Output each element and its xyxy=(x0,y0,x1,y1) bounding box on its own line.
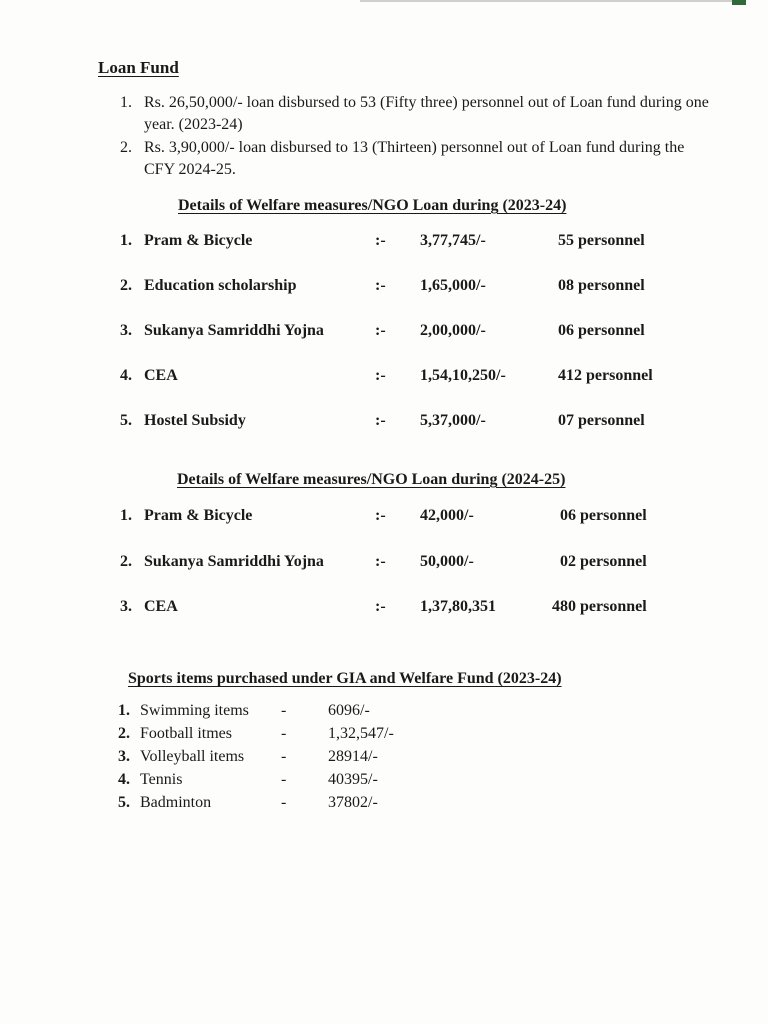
row-name: CEA xyxy=(144,598,178,615)
row-number: 5. xyxy=(118,794,130,811)
row-count: 08 personnel xyxy=(558,277,645,294)
row-name: Tennis xyxy=(140,771,183,788)
welfare-row xyxy=(120,232,720,254)
row-separator: :- xyxy=(375,367,386,384)
top-green-mark xyxy=(732,0,746,5)
sports-row xyxy=(118,771,518,793)
row-count: 07 personnel xyxy=(558,412,645,429)
row-amount: 28914/- xyxy=(328,748,378,765)
row-separator: :- xyxy=(375,598,386,615)
row-number: 1. xyxy=(118,702,130,719)
top-scan-line xyxy=(360,0,740,2)
row-name: Sukanya Samriddhi Yojna xyxy=(144,322,324,339)
row-amount: 1,37,80,351 xyxy=(420,598,496,615)
row-number: 1. xyxy=(120,507,132,524)
welfare-row xyxy=(120,553,720,575)
loan-fund-list xyxy=(120,92,710,182)
sports-title: Sports items purchased under GIA and Welfare Fund (2023-24) xyxy=(128,670,562,687)
welfare-row xyxy=(120,277,720,299)
row-number: 2. xyxy=(120,553,132,570)
list-number: 2. xyxy=(120,139,132,156)
row-separator: :- xyxy=(375,507,386,524)
row-amount: 50,000/- xyxy=(420,553,474,570)
row-count: 480 personnel xyxy=(552,598,647,615)
row-separator: :- xyxy=(375,412,386,429)
row-dash: - xyxy=(281,794,287,811)
row-dash: - xyxy=(281,702,287,719)
row-amount: 2,00,000/- xyxy=(420,322,486,339)
sports-row xyxy=(118,702,518,724)
welfare-row xyxy=(120,367,720,389)
loan-fund-text: Rs. 3,90,000/- loan disbursed to 13 (Thirteen) personnel out of Loan fund during the CFY 2024-25. xyxy=(144,139,685,178)
row-separator: :- xyxy=(375,322,386,339)
row-name: Badminton xyxy=(140,794,212,811)
row-amount: 1,65,000/- xyxy=(420,277,486,294)
welfare-row xyxy=(120,412,720,434)
row-dash: - xyxy=(281,725,287,742)
row-name: CEA xyxy=(144,367,178,384)
row-count: 02 personnel xyxy=(560,553,647,570)
loan-fund-item xyxy=(120,137,710,181)
row-name: Swimming items xyxy=(140,702,249,719)
list-number: 1. xyxy=(120,94,132,111)
row-dash: - xyxy=(281,771,287,788)
row-amount: 5,37,000/- xyxy=(420,412,486,429)
row-amount: 6096/- xyxy=(328,702,370,719)
sports-row xyxy=(118,725,518,747)
welfare-2024-title: Details of Welfare measures/NGO Loan during (2024-25) xyxy=(177,471,566,488)
row-count: 06 personnel xyxy=(558,322,645,339)
row-count: 55 personnel xyxy=(558,232,645,249)
row-amount: 37802/- xyxy=(328,794,378,811)
row-name: Sukanya Samriddhi Yojna xyxy=(144,553,324,570)
sports-row xyxy=(118,794,518,816)
row-number: 4. xyxy=(120,367,132,384)
row-separator: :- xyxy=(375,277,386,294)
row-name: Football itmes xyxy=(140,725,232,742)
row-number: 3. xyxy=(120,598,132,615)
sports-row xyxy=(118,748,518,770)
row-count: 06 personnel xyxy=(560,507,647,524)
loan-fund-item xyxy=(120,92,710,136)
row-separator: :- xyxy=(375,553,386,570)
row-number: 4. xyxy=(118,771,130,788)
loan-fund-text: Rs. 26,50,000/- loan disbursed to 53 (Fifty three) personnel out of Loan fund during one year. (2023-24) xyxy=(144,94,709,133)
row-name: Education scholarship xyxy=(144,277,297,294)
row-name: Pram & Bicycle xyxy=(144,507,253,524)
row-number: 2. xyxy=(120,277,132,294)
row-name: Pram & Bicycle xyxy=(144,232,253,249)
row-amount: 42,000/- xyxy=(420,507,474,524)
welfare-row xyxy=(120,507,720,529)
row-dash: - xyxy=(281,748,287,765)
row-number: 3. xyxy=(118,748,130,765)
row-name: Volleyball items xyxy=(140,748,245,765)
row-amount: 3,77,745/- xyxy=(420,232,486,249)
row-number: 1. xyxy=(120,232,132,249)
row-separator: :- xyxy=(375,232,386,249)
loan-fund-title: Loan Fund xyxy=(98,58,179,77)
row-number: 5. xyxy=(120,412,132,429)
row-name: Hostel Subsidy xyxy=(144,412,246,429)
row-amount: 1,54,10,250/- xyxy=(420,367,506,384)
row-number: 3. xyxy=(120,322,132,339)
welfare-row xyxy=(120,322,720,344)
welfare-2023-title: Details of Welfare measures/NGO Loan during (2023-24) xyxy=(178,197,567,214)
row-count: 412 personnel xyxy=(558,367,653,384)
row-amount: 1,32,547/- xyxy=(328,725,394,742)
row-number: 2. xyxy=(118,725,130,742)
row-amount: 40395/- xyxy=(328,771,378,788)
welfare-row xyxy=(120,598,720,620)
